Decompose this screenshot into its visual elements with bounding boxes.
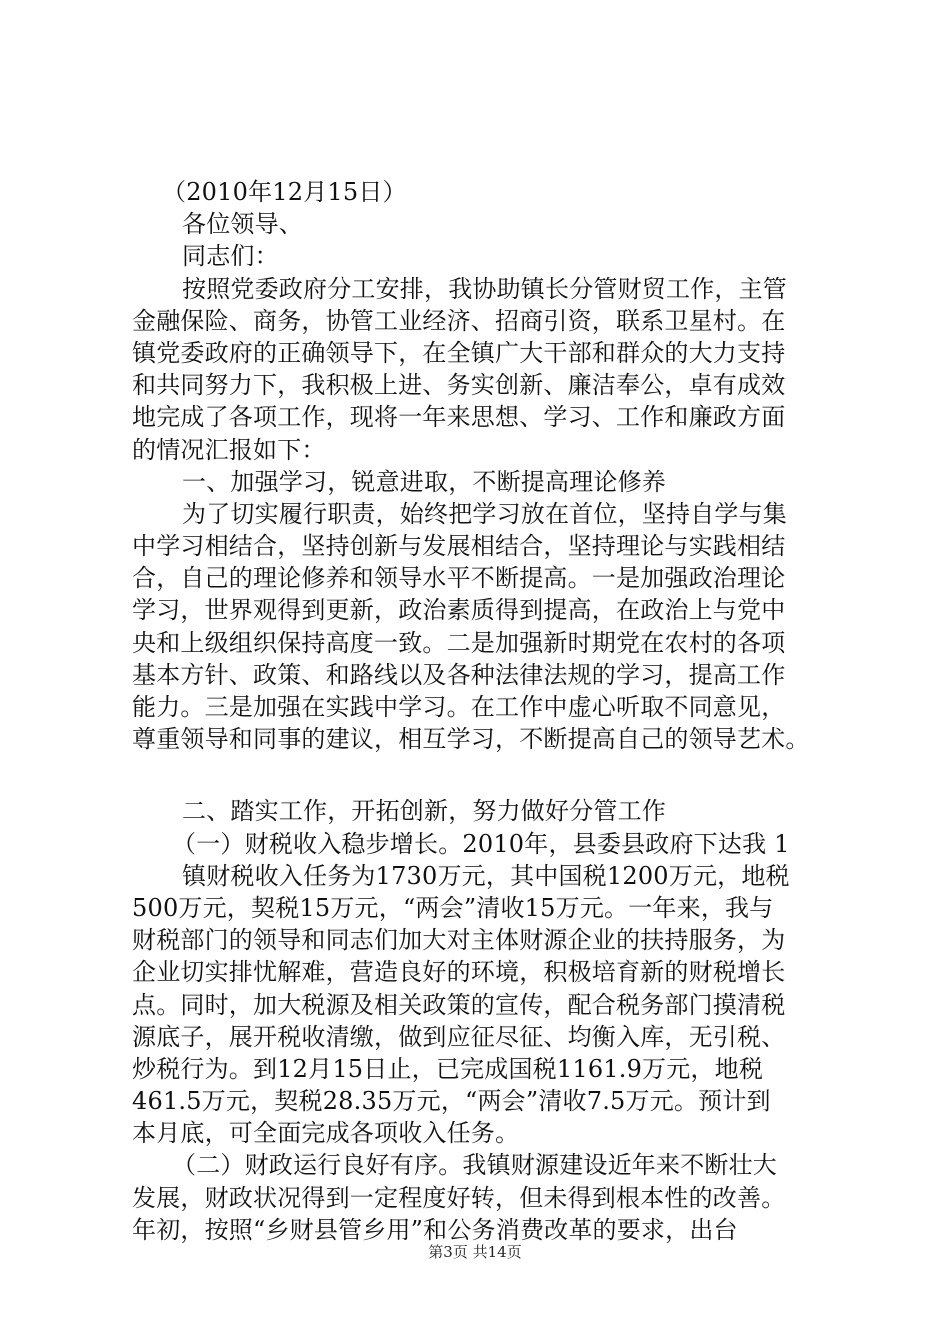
section-1-line: 为了切实履行职责，始终把学习放在首位，坚持自学与集 [182,499,787,528]
intro-line: 地完成了各项工作，现将一年来思想、学习、工作和廉政方面 [132,403,786,432]
subsection-1-line: 镇财税收入任务为1730万元，其中国税1200万元，地税 [182,861,790,890]
subsection-2-line: 发展，财政状况得到一定程度好转，但未得到根本性的改善。 [132,1183,786,1212]
salutation-comrades: 同志们： [182,242,279,271]
page-footer [0,1242,950,1262]
intro-line: 和共同努力下，我积极上进、务实创新、廉洁奉公，卓有成效 [132,371,786,400]
section-1-line: 央和上级组织保持高度一致。二是加强新时期党在农村的各项 [132,628,786,657]
subsection-1-line: 财税部门的领导和同志们加大对主体财源企业的扶持服务，为 [132,926,786,955]
intro-line: 金融保险、商务，协管工业经济、招商引资，联系卫星村。在 [132,306,786,335]
section-1-line: 中学习相结合，坚持创新与发展相结合，坚持理论与实践相结 [132,532,786,561]
intro-line: 的情况汇报如下： [132,435,326,464]
section-1-heading: 一、加强学习，锐意进取，不断提高理论修养 [182,467,666,496]
document-body [132,176,832,1246]
section-1-line: 学习，世界观得到更新，政治素质得到提高，在政治上与党中 [132,596,786,625]
date-line: （2010年12月15日） [162,178,407,206]
subsection-2-line: 年初，按照“乡财县管乡用”和公务消费改革的要求，出台 [132,1215,738,1244]
subsection-1-line: 461.5万元，契税28.35万元，“两会”清收7.5万元。预计到 [132,1087,771,1116]
intro-line: 镇党委政府的正确领导下，在全镇广大干部和群众的大力支持 [132,338,786,367]
subsection-1-line: 源底子，展开税收清缴，做到应征尽征、均衡入库，无引税、 [132,1022,786,1051]
subsection-1-line: 本月底，可全面完成各项收入任务。 [132,1119,520,1148]
subsection-2-line: （二）财政运行良好有序。我镇财源建设近年来不断壮大 [172,1151,777,1180]
page-number-label: 第3页 共14页 [428,1243,522,1261]
salutation-leaders: 各位领导、 [182,210,303,239]
subsection-1-line: 点。同时，加大税源及相关政策的宣传，配合税务部门摸清税 [132,990,786,1019]
section-1-line: 合，自己的理论修养和领导水平不断提高。一是加强政治理论 [132,564,786,593]
subsection-1-line: 企业切实排忧解难，营造良好的环境，积极培育新的财税增长 [132,958,786,987]
intro-line: 按照党委政府分工安排，我协助镇长分管财贸工作，主管 [182,274,787,303]
section-1-line: 基本方针、政策、和路线以及各种法律法规的学习，提高工作 [132,660,786,689]
section-1-line: 尊重领导和同事的建议，相互学习，不断提高自己的领导艺术。 [132,725,810,754]
subsection-1-line: 炒税行为。到12月15日止，已完成国税1161.9万元，地税 [132,1054,764,1083]
paragraph-gap [132,755,832,795]
section-1-line: 能力。三是加强在实践中学习。在工作中虚心听取不同意见， [132,693,786,721]
section-2-heading: 二、踏实工作，开拓创新，努力做好分管工作 [182,797,666,826]
subsection-1-heading: （一）财税收入稳步增长。2010年，县委县政府下达我 1 [172,829,790,858]
subsection-1-line: 500万元，契税15万元，“两会”清收15万元。一年来，我与 [132,893,774,922]
